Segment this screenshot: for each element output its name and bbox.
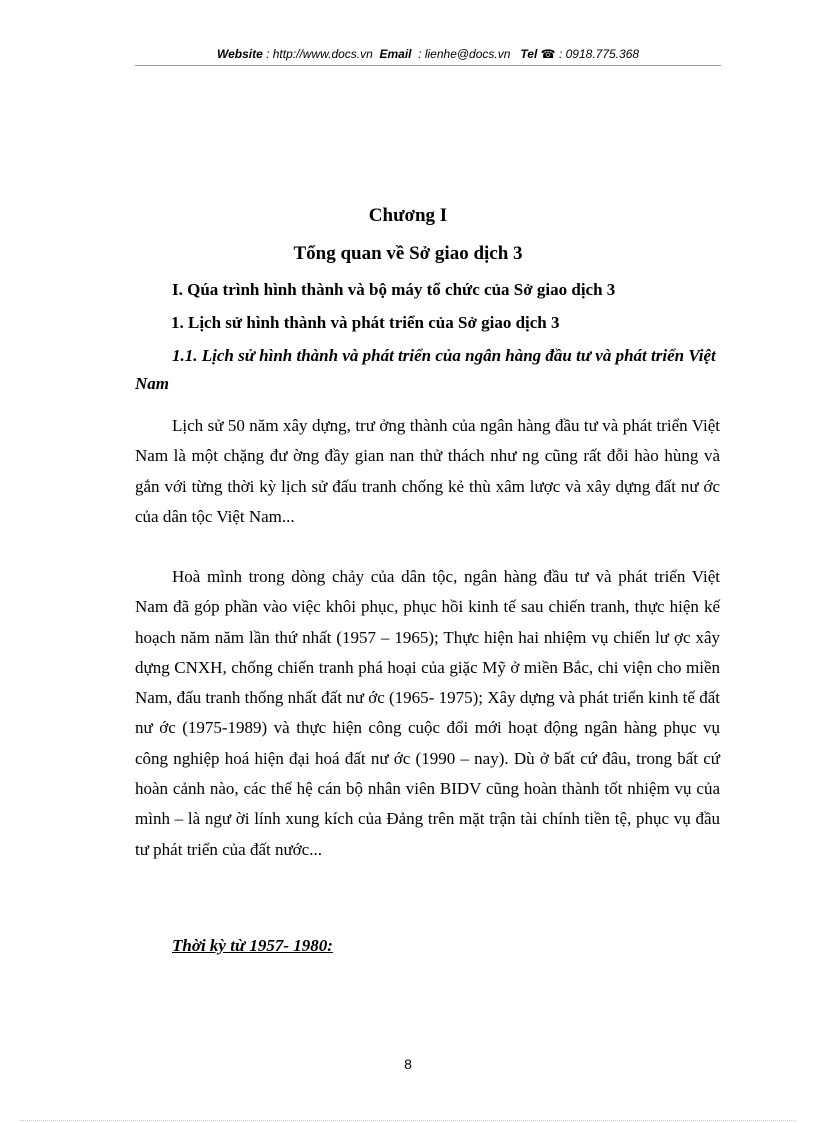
page-number: 8	[404, 1056, 412, 1072]
phone-icon: ☎	[540, 47, 556, 61]
paragraph-2: Hoà mình trong dòng chảy của dân tộc, ngân hàng đầu tư và phát triển Việt Nam đã góp phần vào việc khôi phục, phục hồi kinh tế sau chiến tranh, thực hiện kế hoạch năm năm lần thứ nhất (1957 – 1965); Thực hiện hai nhiệm vụ chiến lư ợc xây dựng CNXH, chống chiến tranh phá hoại của giặc Mỹ ở miền Bắc, chi viện cho miền Nam, đấu tranh thống nhất đất nư ớc (1965- 1975); Xây dựng và phát triển kinh tế đất nư ớc (1975-1989) và thực hiện công cuộc đổi mới hoạt động ngân hàng phục vụ công nghiệp hoá hiện đại hoá đất nư ớc (1990 – nay). Dù ở bất cứ đâu, trong bất cứ hoàn cảnh nào, các thế hệ cán bộ nhân viên BIDV cũng hoàn thành tốt nhiệm vụ của mình – là ngư ời lính xung kích của Đảng trên mặt trận tài chính tiền tệ, phục vụ đầu tư phát triển của đất nước...	[135, 567, 720, 859]
website-url[interactable]: : http://www.docs.vn	[266, 47, 373, 61]
section-heading-2: 1. Lịch sử hình thành và phát triển của Sở giao dịch 3	[171, 313, 560, 332]
website-label: Website	[216, 47, 263, 61]
section-heading-1: I. Qúa trình hình thành và bộ máy tổ chức của Sở giao dịch 3	[172, 280, 616, 299]
email-address[interactable]: : lienhe@docs.vn	[418, 47, 511, 61]
header-divider	[135, 65, 721, 66]
email-label: Email	[379, 47, 412, 61]
tel-number: : 0918.775.368	[558, 47, 640, 61]
section-heading-3: 1.1. Lịch sử hình thành và phát triển của ngân hàng đầu tư và phát triển Việt Nam	[135, 346, 716, 393]
paragraph-1: Lịch sử 50 năm xây dựng, trư ởng thành của ngân hàng đầu tư và phát triển Việt Nam là một chặng đư ờng đầy gian nan thử thách như ng cũng rất đỗi hào hùng và gắn với từng thời kỳ lịch sử đấu tranh chống kẻ thù xâm lược và xây dựng đất nư ớc của dân tộc Việt Nam...	[135, 416, 720, 526]
tel-label: Tel	[520, 47, 538, 61]
page-header	[135, 47, 721, 61]
page-bottom-border	[20, 1120, 796, 1121]
period-heading: Thời kỳ từ 1957- 1980:	[172, 936, 333, 955]
chapter-number: Chương I	[368, 205, 448, 226]
chapter-title: Tổng quan về Sở giao dịch 3	[293, 243, 523, 264]
